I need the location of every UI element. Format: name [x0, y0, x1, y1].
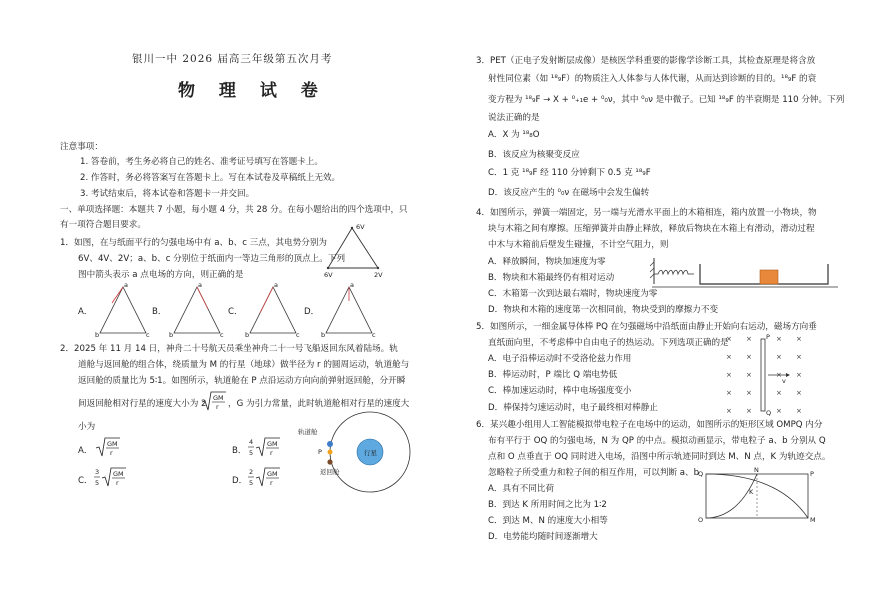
q2-option-c-expr — [94, 466, 136, 490]
svg-text:a: a — [274, 281, 278, 289]
q4-line: 4．如图所示，弹簧一端固定，另一端与光滑水平面上的木箱相连，箱内放置一小物块，物 — [476, 208, 817, 218]
q3-option-c[interactable]: C．1 克 ¹⁸₉F 经 110 分钟剩下 0.5 克 ¹⁸₉F — [488, 168, 651, 178]
q2-orbit-figure — [298, 412, 418, 498]
svg-text:K: K — [749, 488, 754, 496]
q2-line: 间返回舱相对行星的速度大小为 2 — [78, 399, 207, 409]
svg-text:c: c — [296, 331, 300, 339]
section-heading: 一、单项选择题：本题共 7 小题，每小题 4 分，共 28 分。在每小题给出的四个选项中，只 — [60, 205, 408, 215]
q4-option-d[interactable]: D．物块和木箱的速度第一次相同前，物块受到的摩擦力不变 — [488, 305, 719, 315]
svg-text:r: r — [110, 449, 113, 457]
svg-text:GM: GM — [107, 440, 118, 448]
svg-text:×: × — [746, 371, 752, 379]
q2-line: ，G 为引力常量，此时轨道舱相对行星的速度大 — [228, 399, 410, 409]
q6-line: 布有平行于 OQ 的匀强电场，N 为 QP 的中点。模拟动画显示，带电粒子 a、b 分别从 Q — [488, 436, 826, 446]
q1-option-b[interactable]: B． — [152, 307, 167, 317]
svg-text:r: r — [270, 479, 273, 487]
svg-text:Q: Q — [698, 470, 704, 478]
right-column — [476, 0, 856, 602]
svg-text:×: × — [796, 335, 802, 343]
subject-title: 物 理 试 卷 — [178, 81, 327, 101]
orbit-module-icon — [328, 450, 333, 455]
svg-text:b: b — [245, 331, 250, 339]
q6-line: 点和 O 点垂直于 OQ 同时进入电场，沿图中所示轨迹同时到达 M、N 点，K 为轨迹交点。 — [488, 452, 831, 462]
q6-option-a[interactable]: A．具有不同比荷 — [488, 484, 555, 494]
svg-text:P: P — [810, 470, 814, 478]
svg-text:×: × — [776, 371, 782, 379]
q6-line: 忽略粒子所受重力和粒子间的相互作用，可以判断 a、b — [488, 468, 700, 478]
q4-line: 中木与木箱前后壁发生碰撞，不计空气阻力，则 — [488, 240, 669, 250]
note-item: 2. 作答时，务必将答案写在答题卡上。写在本试卷及草稿纸上无效。 — [80, 173, 341, 183]
svg-text:×: × — [746, 353, 752, 361]
return-capsule-icon — [327, 459, 332, 464]
svg-text:3: 3 — [95, 468, 100, 476]
svg-text:GM: GM — [267, 440, 278, 448]
q6-trajectory-figure — [698, 466, 818, 526]
q1-line: 图中箭头表示 a 点电场的方向，则正确的是 — [78, 270, 244, 280]
q2-option-b-expr — [248, 436, 290, 460]
q1-label-b: 6V — [324, 271, 333, 279]
svg-text:a: a — [198, 281, 202, 289]
exam-title: 银川一中 2026 届高三年级第五次月考 — [132, 53, 333, 65]
svg-text:2: 2 — [249, 468, 254, 476]
svg-text:×: × — [796, 389, 802, 397]
q5-option-b[interactable]: B．棒运动时，P 端比 Q 端电势低 — [488, 370, 618, 380]
svg-text:×: × — [726, 371, 732, 379]
svg-text:4: 4 — [249, 438, 254, 446]
note-item: 3. 考试结束后，将本试卷和答题卡一并交回。 — [80, 189, 255, 199]
q1-main-triangle — [322, 222, 392, 278]
p-label: P — [318, 448, 322, 456]
svg-text:r: r — [270, 449, 273, 457]
svg-text:Q: Q — [766, 409, 772, 417]
orbit-module-label: 轨道舱 — [298, 428, 318, 436]
svg-text:×: × — [746, 407, 752, 415]
q1-line: 1．如图，在与纸面平行的匀强电场中有 a、b、c 三点，其电势分别为 — [60, 238, 328, 248]
trajectory-b-icon — [706, 474, 757, 518]
notes-heading: 注意事项： — [60, 142, 103, 152]
q3-line: 变方程为 ¹⁸₉F → X + ⁰₊₁e + ⁰₀ν，其中 ⁰₀ν 是中微子。已知 ¹⁸₉F 的半衰期是 110 分钟。下列 — [488, 95, 845, 105]
q2-option-a[interactable]: A． — [78, 446, 93, 456]
q1-option-c[interactable]: C． — [228, 307, 243, 317]
q5-line: 5．如图所示，一细金属导体棒 PQ 在匀强磁场中沿纸面由静止开始向右运动，磁场方向垂 — [476, 322, 817, 332]
q2-option-d[interactable]: D． — [232, 476, 248, 486]
q2-line: 道舱与返回舱的组合体，绕质量为 M 的行星（地球）做半径为 r 的圆周运动，轨道舱与 — [78, 360, 410, 370]
q1-option-d-figure — [321, 281, 376, 341]
svg-text:GM: GM — [113, 470, 124, 478]
q1-label-a: 6V — [356, 223, 365, 231]
q5-magnetic-field-figure — [724, 333, 810, 415]
q5-option-c[interactable]: C．棒加速运动时，棒中电场强度变小 — [488, 386, 632, 396]
conductor-rod-icon — [761, 339, 765, 411]
q3-option-d[interactable]: D．该反应产生的 ⁰₀ν 在磁场中会发生偏转 — [488, 188, 650, 198]
svg-text:5: 5 — [249, 449, 254, 457]
q4-option-b[interactable]: B．物块和木箱最终仍有相对运动 — [488, 273, 615, 283]
q6-option-c[interactable]: C．到达 M、N 的速度大小相等 — [488, 516, 608, 526]
spring-icon — [654, 270, 694, 274]
svg-text:×: × — [746, 335, 752, 343]
q1-line: 6V、4V、2V；a、b、c 分别位于纸面内一等边三角形的顶点上。下列 — [78, 254, 346, 264]
svg-text:×: × — [796, 407, 802, 415]
q2-option-a-expr — [96, 436, 126, 460]
svg-text:r: r — [216, 403, 219, 411]
svg-text:×: × — [776, 353, 782, 361]
return-module-label: 返回舱 — [320, 468, 340, 476]
q3-option-b[interactable]: B．该反应为核聚变反应 — [488, 150, 580, 160]
q2-sqrt-expr — [202, 390, 226, 414]
svg-text:×: × — [796, 371, 802, 379]
svg-text:×: × — [726, 389, 732, 397]
svg-text:O: O — [698, 516, 704, 524]
svg-text:×: × — [796, 353, 802, 361]
q3-line: 射性同位素（如 ¹⁸₉F）的物质注入人体参与人体代谢，从而达到诊断的目的。¹⁸₉F 的衰 — [488, 74, 817, 84]
q1-option-d[interactable]: D． — [304, 307, 320, 317]
svg-text:c: c — [372, 331, 376, 339]
svg-text:b: b — [169, 331, 174, 339]
q5-option-d[interactable]: D．棒保持匀速运动时，电子最终相对棒静止 — [488, 403, 658, 413]
q4-option-a[interactable]: A．释放瞬间，物块加速度为零 — [488, 257, 606, 267]
svg-text:M: M — [810, 516, 816, 524]
q1-option-a[interactable]: A． — [78, 307, 93, 317]
q2-line: 返回舱的质量比为 5∶1。如图所示，轨道舱在 P 点沿运动方向向前弹射返回舱，分开瞬 — [78, 376, 406, 386]
planet-label: 行星 — [364, 449, 377, 457]
svg-text:b: b — [321, 331, 326, 339]
svg-text:P: P — [766, 333, 770, 341]
svg-text:a: a — [350, 281, 354, 289]
svg-text:c: c — [220, 331, 224, 339]
q6-line: 6．某兴趣小组用人工智能模拟带电粒子在电场中的运动，如图所示的矩形区域 OMPQ 内分 — [476, 420, 823, 430]
q1-option-a-figure — [95, 281, 150, 341]
q2-option-d-expr — [248, 466, 290, 490]
left-column — [60, 0, 430, 602]
svg-text:×: × — [776, 407, 782, 415]
svg-text:b: b — [95, 331, 100, 339]
q6-option-b[interactable]: B．到达 K 所用时间之比为 1∶2 — [488, 500, 607, 510]
svg-text:×: × — [776, 335, 782, 343]
q4-line: 块与木箱之间有摩擦。压缩弹簧并由静止释放，释放后物块在木箱上有滑动，滑动过程 — [488, 224, 815, 234]
q4-spring-box-figure — [652, 254, 838, 290]
svg-text:5: 5 — [249, 479, 254, 487]
svg-text:×: × — [726, 335, 732, 343]
q5-option-a[interactable]: A．电子沿棒运动时不受洛伦兹力作用 — [488, 354, 632, 364]
svg-text:a: a — [124, 281, 128, 289]
q3-line: 说法正确的是 — [488, 113, 540, 123]
q1-option-c-figure — [245, 281, 300, 341]
q2-option-c[interactable]: C． — [78, 476, 93, 486]
q2-line: 小为 — [78, 422, 96, 432]
q5-line: 直纸面向里，不考虑棒中自由电子的热运动。下列选项正确的是 — [488, 338, 729, 348]
svg-text:GM: GM — [267, 470, 278, 478]
q1-label-c: 2V — [374, 271, 383, 279]
q4-option-c[interactable]: C．木箱第一次到达最右端时，物块速度为零 — [488, 289, 658, 299]
q2-line: 2．2025 年 11 月 14 日，神舟二十号航天员乘坐神舟二十一号飞船返回东风着陆场。轨 — [60, 344, 398, 354]
note-item: 1. 答卷前，考生务必将自己的姓名、准考证号填写在答题卡上。 — [80, 157, 323, 167]
svg-text:×: × — [776, 389, 782, 397]
svg-text:5: 5 — [95, 479, 100, 487]
svg-text:×: × — [726, 353, 732, 361]
svg-text:r: r — [116, 479, 119, 487]
q3-option-a[interactable]: A．X 为 ¹⁸₈O — [488, 130, 540, 140]
satellite-icon — [327, 441, 333, 447]
q1-option-b-figure — [169, 281, 224, 341]
svg-text:N: N — [754, 466, 759, 474]
svg-text:v: v — [782, 377, 786, 385]
q6-option-d[interactable]: D．电势能均随时间逐渐增大 — [488, 532, 598, 542]
q3-line: 3．PET（正电子发射断层成像）是核医学科重要的影像学诊断工具，其检查原理是将含放 — [476, 56, 816, 66]
svg-text:×: × — [726, 407, 732, 415]
svg-text:×: × — [746, 389, 752, 397]
section-heading-cont: 有一项符合题目要求。 — [60, 220, 146, 230]
svg-text:GM: GM — [213, 394, 224, 402]
q2-option-b[interactable]: B． — [232, 446, 247, 456]
block-icon — [760, 270, 778, 284]
svg-text:c: c — [146, 331, 150, 339]
velocity-arrow-icon — [786, 373, 790, 377]
